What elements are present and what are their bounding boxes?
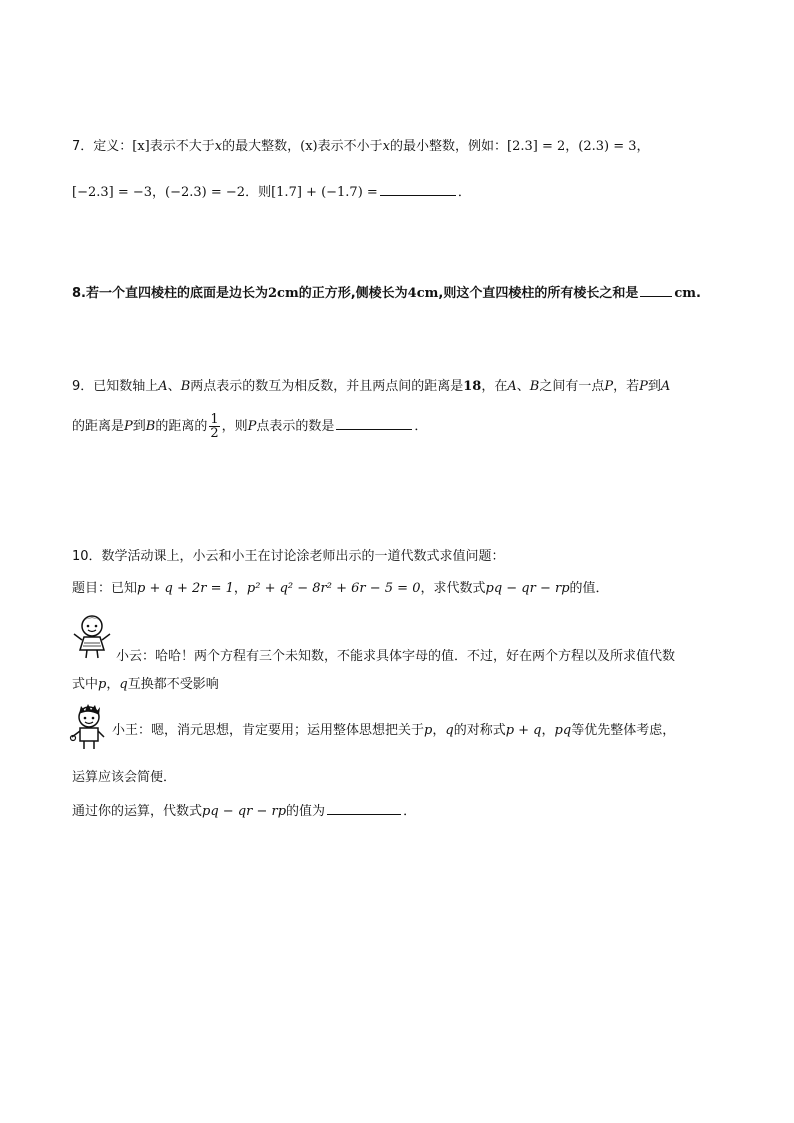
q10-final xyxy=(72,800,416,822)
text: 8.若一个直四棱柱的底面是边长为 xyxy=(72,286,268,301)
q7-label: 7．定义： xyxy=(72,139,133,154)
text: ， xyxy=(636,139,650,154)
value-4cm: 4cm xyxy=(407,286,439,301)
target-expression: pq − qr − rp xyxy=(485,581,570,596)
text: 点表示的数是 xyxy=(256,419,335,434)
equation-2: p² + q² − 8r² + 6r − 5 = 0 xyxy=(246,581,421,596)
math-example-floor-neg: [−2.3] = −3 xyxy=(72,185,153,200)
xiaowang-line2 xyxy=(72,768,176,788)
q7-line2 xyxy=(72,181,471,203)
math-B: B xyxy=(180,379,191,394)
answer-blank-q7[interactable] xyxy=(380,181,456,196)
q7-line1 xyxy=(72,137,650,157)
text: 、 xyxy=(516,379,530,394)
text: ． xyxy=(457,185,471,200)
text: 9．已知数轴上 xyxy=(72,379,159,394)
text: ， xyxy=(233,581,247,596)
text: 的值为 xyxy=(286,804,326,819)
math-B: B xyxy=(145,419,156,434)
text: 表示不小于 xyxy=(317,139,383,154)
target-expression: pq − qr − rp xyxy=(202,804,287,819)
text: 小云：哈哈！两个方程有三个未知数，不能求具体字母的值．不过，好在两个方程以及所求值代数 xyxy=(116,649,676,664)
text: ，若 xyxy=(613,379,640,394)
math-example-floor: [2.3] = 2 xyxy=(507,139,566,154)
text: 的最小整数，例如： xyxy=(389,139,507,154)
math-P: P xyxy=(604,379,614,394)
text: ． xyxy=(414,419,428,434)
xiaoyun-avatar-icon xyxy=(70,612,114,660)
value-2cm: 2cm xyxy=(267,286,299,301)
xiaoyun-line2 xyxy=(72,675,219,695)
text: . xyxy=(696,286,701,301)
text: 两点表示的数互为相反数，并且两点间的距离是 xyxy=(190,379,464,394)
text: ， xyxy=(106,677,120,692)
text: 的正方形,侧棱长为 xyxy=(298,286,408,301)
math-A: A xyxy=(158,379,168,394)
q8-line xyxy=(72,282,701,304)
text: 之间有一点 xyxy=(539,379,605,394)
xiaowang-line1 xyxy=(112,721,675,741)
math-ceil-x: (x) xyxy=(300,139,318,154)
text: ， xyxy=(565,139,579,154)
text: 表示不大于 xyxy=(149,139,215,154)
math-q: q xyxy=(119,677,128,692)
math-example-ceil: (2.3) = 3 xyxy=(578,139,637,154)
text: 互换都不受影响 xyxy=(127,677,219,692)
math-x: x xyxy=(214,139,223,154)
fraction-denominator: 2 xyxy=(210,426,219,441)
math-B: B xyxy=(529,379,540,394)
text: ， xyxy=(152,185,166,200)
text: 的距离是 xyxy=(72,419,125,434)
text: 等优先整体考虑， xyxy=(571,723,676,738)
math-p: p xyxy=(98,677,107,692)
text: 题目：已知 xyxy=(72,581,138,596)
text: ． xyxy=(403,804,417,819)
answer-blank-q8[interactable] xyxy=(640,282,672,297)
fraction-one-half xyxy=(209,413,219,440)
unit-cm: cm xyxy=(674,286,696,301)
text: ， xyxy=(432,723,446,738)
math-P: P xyxy=(124,419,133,434)
text: 式中 xyxy=(72,677,99,692)
text: 的距离的 xyxy=(155,419,208,434)
math-P: P xyxy=(639,379,648,394)
math-A: A xyxy=(660,379,671,394)
text: 的对称式 xyxy=(453,723,506,738)
answer-blank-q10[interactable] xyxy=(327,800,401,815)
xiaoyun-line1 xyxy=(116,647,675,667)
value-18: 18 xyxy=(463,379,482,394)
equation-1: p + q + 2r = 1 xyxy=(137,581,234,596)
text: ，则 xyxy=(221,419,248,434)
answer-blank-q9[interactable] xyxy=(336,415,412,430)
q9-line2 xyxy=(72,413,427,440)
text: 到 xyxy=(647,379,661,394)
math-q: q xyxy=(445,723,454,738)
math-p: p xyxy=(424,723,433,738)
text: 10．数学活动课上，小云和小王在讨论涂老师出示的一道代数式求值问题： xyxy=(72,549,505,564)
math-p-plus-q: p + q xyxy=(505,723,542,738)
text: ，求代数式 xyxy=(420,581,486,596)
math-pq: pq xyxy=(554,723,572,738)
math-x: x xyxy=(382,139,390,154)
text: ,则这个直四棱柱的所有棱长之和是 xyxy=(438,286,639,301)
q10-intro xyxy=(72,547,505,567)
fraction-numerator: 1 xyxy=(210,412,219,427)
q9-line1 xyxy=(72,377,670,397)
xiaowang-avatar-icon xyxy=(69,703,109,751)
math-P: P xyxy=(247,419,257,434)
q10-problem xyxy=(72,579,609,599)
text: 小王：嗯，消元思想，肯定要用；运用整体思想把关于 xyxy=(112,723,425,738)
math-question-expression: [1.7] + (−1.7) = xyxy=(271,185,378,200)
math-example-ceil-neg: (−2.3) = −2 xyxy=(165,185,246,200)
text: 、 xyxy=(167,379,181,394)
text: 通过你的运算，代数式 xyxy=(72,804,203,819)
text: 的值． xyxy=(569,581,609,596)
text: ，在 xyxy=(481,379,508,394)
text: 运算应该会简便． xyxy=(72,770,177,785)
math-A: A xyxy=(507,379,517,394)
text: ．则 xyxy=(245,185,272,200)
text: 的最大整数， xyxy=(222,139,301,154)
text: 到 xyxy=(132,419,146,434)
text: ， xyxy=(541,723,555,738)
math-floor-x: [x] xyxy=(132,139,150,154)
